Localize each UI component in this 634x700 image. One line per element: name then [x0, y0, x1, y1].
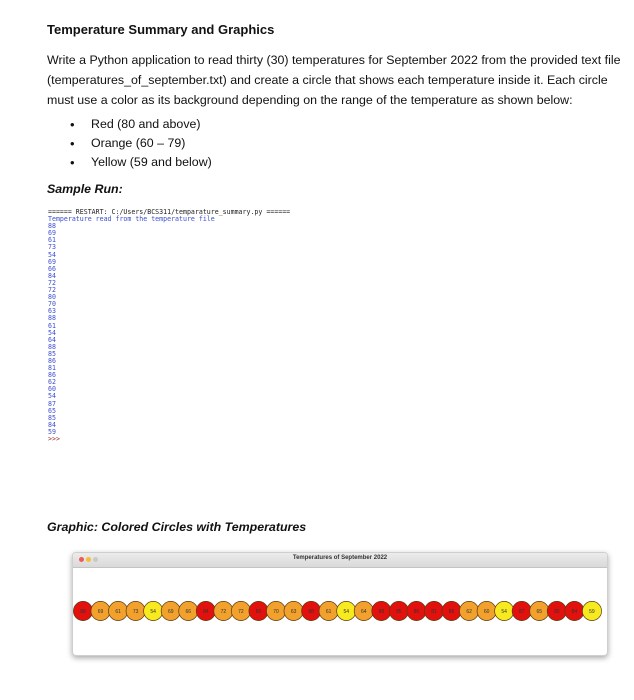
console-temperature-line: 86	[48, 356, 56, 365]
graphics-window	[72, 552, 608, 656]
temperature-circle	[477, 601, 496, 620]
temperature-circle	[161, 601, 180, 620]
temperature-circle-label: 54	[501, 608, 507, 615]
console-restart-line: ====== RESTART: C:/Users/BCS311/temparature_summary.py ======	[48, 208, 291, 216]
temperature-circle	[91, 601, 110, 620]
temperature-circle	[284, 601, 303, 620]
temperature-circle-label: 72	[220, 608, 227, 615]
temperature-circle-label: 81	[431, 608, 437, 615]
sample-run-label: Sample Run:	[47, 182, 123, 196]
temperature-circle-label: 61	[115, 608, 121, 615]
console-read-line: Temperature read from the temperature file	[48, 215, 215, 224]
console-temperature-line: 85	[48, 349, 56, 358]
temperature-circle-label: 66	[185, 608, 192, 615]
console-temperature-line: 86	[48, 371, 56, 380]
temperature-circle-label: 54	[343, 608, 350, 615]
temperature-circle-label: 69	[97, 608, 104, 615]
console-temperature-line: 69	[48, 229, 56, 238]
console-temperature-line: 59	[48, 427, 56, 436]
temperature-circle-label: 88	[378, 608, 385, 615]
console-temperature-line: 60	[48, 385, 56, 394]
temperature-circle	[144, 601, 163, 620]
bullet-orange: • Orange (60 – 79)	[70, 134, 212, 153]
console-temperature-line: 84	[48, 420, 56, 429]
temperature-circle-label: 88	[80, 608, 86, 615]
graphic-label: Graphic: Colored Circles with Temperatures	[47, 520, 307, 534]
instructions-paragraph: Write a Python application to read thirty (30) temperatures for September 2022 from the provided text file (temperatures_of_september.txt) and create a circle that shows each temperature inside it. Each circle must use a color as its background depending on the range of the temperature as shown below:	[47, 53, 621, 107]
temperature-circle-label: 60	[483, 608, 490, 615]
console-temperature-line: 80	[48, 293, 56, 302]
window-titlebar[interactable]	[73, 553, 607, 568]
bullet-yellow: • Yellow (59 and below)	[70, 153, 212, 172]
temperature-circle	[565, 601, 584, 620]
temperature-circle	[249, 601, 268, 620]
temperature-circles	[73, 568, 607, 655]
temperature-circle	[389, 601, 408, 620]
temperature-circle	[179, 601, 198, 620]
temperature-circle	[337, 601, 356, 620]
console-temperature-line: 72	[48, 278, 56, 287]
temperature-circle	[109, 601, 128, 620]
console-temperature-line: 63	[48, 307, 56, 316]
temperature-circle-label: 61	[325, 608, 332, 615]
console-prompt: >>>	[48, 435, 60, 443]
temperature-circle	[214, 601, 233, 620]
console-temperature-line: 73	[48, 243, 56, 252]
temperature-circle	[73, 601, 92, 620]
temperature-circle	[407, 601, 426, 620]
temperature-circle	[442, 601, 461, 620]
console-temperature-line: 65	[48, 406, 56, 415]
temperature-circle-label: 72	[238, 608, 244, 615]
console-temperature-line: 62	[48, 378, 56, 387]
document-title: Temperature Summary and Graphics	[47, 22, 275, 37]
temperature-circle	[266, 601, 285, 620]
temperature-circle-label: 70	[273, 608, 279, 615]
temperature-circle	[354, 601, 373, 620]
temperature-circle-label: 62	[466, 608, 472, 615]
temperature-circle	[582, 601, 601, 620]
temperature-circle-label: 85	[396, 608, 402, 615]
console-temperature-line: 81	[48, 364, 56, 373]
temperature-circle-label: 80	[255, 608, 262, 615]
console-temperature-line: 84	[48, 271, 56, 280]
console-temperature-line: 54	[48, 392, 56, 401]
console-temperature-line: 87	[48, 399, 56, 408]
temperature-circle-label: 86	[413, 608, 420, 615]
temperature-circle-label: 73	[132, 608, 139, 615]
temperature-circle-label: 88	[308, 608, 314, 615]
temperature-circle-label: 86	[448, 608, 455, 615]
console-temperature-line: 88	[48, 222, 56, 231]
temperature-circle-label: 69	[167, 608, 174, 615]
temperature-circle-label: 63	[290, 608, 297, 615]
console-temperature-line: 69	[48, 257, 56, 266]
console-output	[48, 209, 290, 443]
temperature-circle	[372, 601, 391, 620]
temperature-circle	[196, 601, 215, 620]
temperature-circle	[424, 601, 443, 620]
console-temperature-line: 61	[48, 321, 56, 330]
console-temperature-line: 61	[48, 236, 56, 245]
temperature-circle-label: 59	[589, 608, 595, 615]
console-temperature-line: 64	[48, 335, 56, 344]
temperature-circle	[547, 601, 566, 620]
console-temperature-list	[48, 223, 290, 436]
temperature-circle-label: 54	[150, 608, 156, 615]
color-range-list	[70, 115, 212, 172]
console-temperature-line: 88	[48, 314, 56, 323]
temperature-circle	[530, 601, 549, 620]
temperature-circle	[495, 601, 514, 620]
console-temperature-line: 54	[48, 328, 56, 337]
temperature-circle-label: 87	[518, 608, 525, 615]
temperature-circle	[460, 601, 479, 620]
temperature-circle	[126, 601, 145, 620]
console-temperature-line: 85	[48, 413, 56, 422]
temperature-circle	[302, 601, 321, 620]
temperature-circle	[512, 601, 531, 620]
console-temperature-line: 70	[48, 300, 56, 309]
temperature-circle	[231, 601, 250, 620]
console-temperature-line: 54	[48, 250, 56, 259]
temperature-circle	[319, 601, 338, 620]
console-temperature-line: 72	[48, 286, 56, 295]
temperature-circle-label: 84	[571, 608, 578, 615]
console-temperature-line: 88	[48, 342, 56, 351]
temperature-circle-label: 65	[536, 608, 543, 615]
console-temperature-line: 66	[48, 264, 56, 273]
temperature-circle-label: 64	[361, 608, 367, 615]
window-title: Temperatures of September 2022	[292, 555, 388, 561]
temperature-circle-label: 85	[554, 608, 560, 615]
temperature-circle-label: 84	[203, 608, 209, 615]
bullet-red: • Red (80 and above)	[70, 115, 212, 134]
